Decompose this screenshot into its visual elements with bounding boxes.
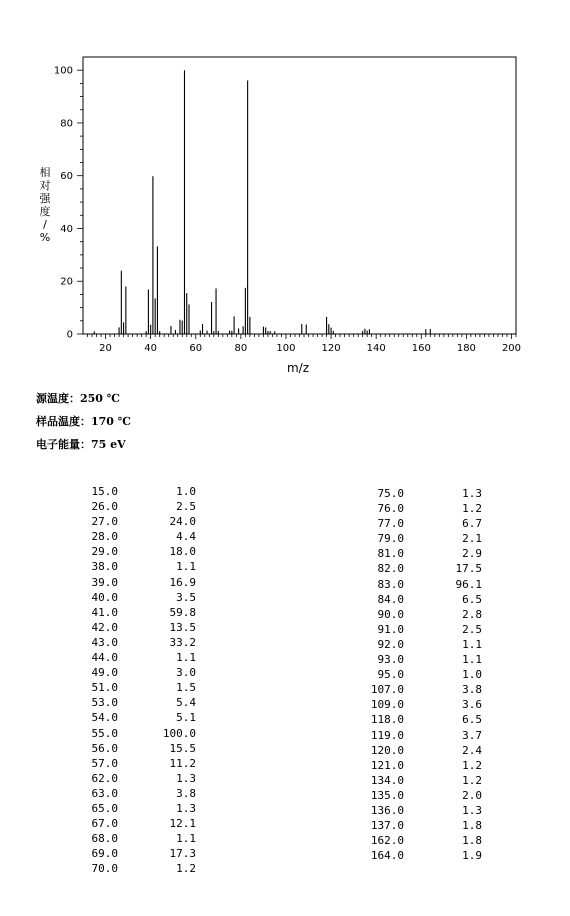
peak-table-row [70,710,196,725]
peak-table-row [70,665,196,680]
peak-table-row [356,728,482,743]
mass-spectrum-chart [0,0,570,380]
peak-table-row [70,831,196,846]
peak-abundance: 1.2 [462,502,482,516]
x-tick-label: 140 [366,343,386,354]
peak-abundance: 1.0 [462,668,482,682]
peak-abundance: 2.5 [462,622,482,636]
peak-table-row [70,756,196,771]
peak-mz: 95.0 [377,668,404,682]
peak-table-row [356,818,482,833]
peak-table-row [356,758,482,773]
peak-abundance: 1.1 [462,653,482,667]
source-temperature-label: 源温度： [36,392,80,405]
peak-abundance: 1.1 [462,637,482,651]
x-tick-label: 20 [99,343,112,354]
peak-abundance: 1.8 [462,819,482,833]
y-axis-label-char: 相 [39,166,51,179]
peak-abundance: 1.2 [462,758,482,772]
source-temperature [36,390,120,406]
sample-temperature [36,413,131,429]
peak-mz: 164.0 [370,849,404,863]
peak-table-row [70,620,196,635]
peak-abundance: 13.5 [169,620,196,634]
peak-table-row [70,650,196,665]
peak-table-row [356,622,482,637]
peak-abundance: 12.1 [169,817,196,831]
peak-mz: 57.0 [91,756,118,770]
peak-table-row [356,501,482,516]
peak-mz: 63.0 [91,786,118,800]
y-tick-label: 20 [60,276,73,288]
x-tick-label: 120 [321,343,341,354]
peak-mz: 65.0 [91,801,118,815]
peak-abundance: 3.7 [462,728,482,742]
peak-abundance: 6.5 [462,592,482,606]
peak-mz: 67.0 [91,817,118,831]
peak-mz: 118.0 [370,713,404,727]
peak-table-row [356,637,482,652]
peak-abundance: 59.8 [169,605,196,619]
peak-mz: 51.0 [91,681,118,695]
peak-table-left [70,484,196,876]
peak-mz: 28.0 [91,530,118,544]
peak-abundance: 3.5 [176,590,196,604]
sample-temperature-value: 170 ℃ [91,415,131,428]
peak-table-row [70,605,196,620]
peak-mz: 84.0 [377,592,404,606]
peak-table-row [70,559,196,574]
peak-table-row [356,697,482,712]
x-tick-label: 80 [234,343,248,354]
peak-abundance: 1.8 [462,834,482,848]
peak-mz: 91.0 [377,622,404,636]
peak-abundance: 1.0 [176,485,196,498]
peak-abundance: 96.1 [455,577,482,591]
peak-table-right [356,486,482,863]
plot-area [54,57,521,354]
peak-table-row [356,848,482,863]
peak-table-row [70,590,196,605]
peak-mz: 137.0 [370,819,404,833]
peak-abundance: 17.5 [455,562,482,576]
peak-mz: 42.0 [91,620,118,634]
peak-table-row [70,484,196,499]
peak-table-row [356,833,482,848]
electron-energy-value: 75 eV [91,438,126,451]
peak-abundance: 1.3 [176,801,196,815]
peak-table-row [356,531,482,546]
peak-mz: 39.0 [91,575,118,589]
peak-mz: 109.0 [370,698,404,712]
peak-mz: 53.0 [91,696,118,710]
peak-table-row [356,607,482,622]
peak-mz: 107.0 [370,683,404,697]
x-axis-label: m/z [286,361,310,375]
peak-abundance: 100.0 [162,726,196,740]
x-tick-label: 200 [501,343,522,354]
peak-abundance: 1.3 [462,803,482,817]
peak-mz: 134.0 [370,773,404,787]
y-tick-label: 60 [60,171,73,183]
peak-abundance: 2.0 [462,788,482,802]
peak-abundance: 2.4 [462,743,482,757]
peak-abundance: 2.1 [462,532,482,546]
peak-mz: 82.0 [377,562,404,576]
sample-temperature-label: 样品温度： [36,415,91,428]
peak-table-row [70,575,196,590]
peak-table-row [70,544,196,559]
peak-table-row [70,695,196,710]
y-tick-label: 100 [53,65,73,77]
electron-energy [36,436,126,452]
peak-table-row [356,546,482,561]
peak-abundance: 17.3 [169,847,196,861]
electron-energy-label: 电子能量： [36,438,91,451]
y-tick-label: 0 [66,329,73,341]
peak-abundance: 16.9 [169,575,196,589]
peak-abundance: 33.2 [169,635,196,649]
peak-mz: 81.0 [377,547,404,561]
peak-mz: 49.0 [91,666,118,680]
y-axis-label-char: 对 [39,179,51,192]
peak-abundance: 2.5 [176,500,196,514]
peak-abundance: 1.9 [462,849,482,863]
peak-table-row [70,741,196,756]
peak-mz: 27.0 [91,515,118,529]
peak-abundance: 15.5 [169,741,196,755]
peak-mz: 162.0 [370,834,404,848]
peak-abundance: 1.1 [176,560,196,574]
y-tick-label: 40 [60,223,73,235]
peak-abundance: 1.2 [462,773,482,787]
peak-mz: 135.0 [370,788,404,802]
x-tick-label: 100 [276,343,296,354]
peak-abundance: 4.4 [176,530,196,544]
peak-mz: 54.0 [91,711,118,725]
peak-mz: 40.0 [91,590,118,604]
y-axis-label-char: 度 [39,205,51,218]
x-tick-label: 180 [456,343,476,354]
peak-mz: 44.0 [91,651,118,665]
peak-mz: 55.0 [91,726,118,740]
peak-mz: 15.0 [91,485,118,498]
peak-mz: 41.0 [91,605,118,619]
peak-mz: 26.0 [91,500,118,514]
peak-abundance: 2.9 [462,547,482,561]
peak-abundance: 5.1 [176,711,196,725]
peak-abundance: 24.0 [169,515,196,529]
peak-mz: 62.0 [91,771,118,785]
peak-table-row [356,682,482,697]
peak-abundance: 11.2 [169,756,196,770]
peak-abundance: 5.4 [176,696,196,710]
peak-abundance: 3.6 [462,698,482,712]
peak-table-row [356,577,482,592]
peak-table-row [70,726,196,741]
peak-abundance: 1.1 [176,651,196,665]
peak-mz: 77.0 [377,517,404,531]
peak-mz: 120.0 [370,743,404,757]
peak-table-row [356,652,482,667]
peak-table-row [70,816,196,831]
y-axis-label [40,165,52,244]
y-axis-label-char: / [43,218,47,231]
peak-mz: 93.0 [377,653,404,667]
y-axis-label-char: 强 [39,192,51,205]
peak-abundance: 3.8 [462,683,482,697]
peak-mz: 69.0 [91,847,118,861]
peak-mz: 76.0 [377,502,404,516]
peak-table-row [356,743,482,758]
peak-table-row [70,680,196,695]
peak-mz: 56.0 [91,741,118,755]
peak-abundance: 1.5 [176,681,196,695]
peak-table-row [356,773,482,788]
peak-table-row [70,529,196,544]
peak-mz: 119.0 [370,728,404,742]
peak-abundance: 3.8 [176,786,196,800]
x-tick-label: 60 [189,343,203,354]
x-tick-label: 160 [411,343,431,354]
source-temperature-value: 250 ℃ [80,392,120,405]
peak-table-row [356,516,482,531]
peak-table-row [70,786,196,801]
peak-table-row [356,788,482,803]
peak-abundance: 1.3 [176,771,196,785]
peak-table-row [356,592,482,607]
peak-abundance: 1.2 [176,862,196,876]
peak-mz: 29.0 [91,545,118,559]
y-tick-label: 80 [60,118,73,130]
peak-mz: 43.0 [91,635,118,649]
peak-abundance: 3.0 [176,666,196,680]
peak-mz: 83.0 [377,577,404,591]
peak-abundance: 18.0 [169,545,196,559]
peak-mz: 121.0 [370,758,404,772]
peak-table-row [356,486,482,501]
x-tick-label: 40 [144,343,158,354]
peak-table-row [356,561,482,576]
peak-table-row [70,861,196,876]
peak-mz: 136.0 [370,803,404,817]
peak-table-row [70,846,196,861]
peak-mz: 92.0 [377,637,404,651]
peak-mz: 38.0 [91,560,118,574]
peak-mz: 68.0 [91,832,118,846]
peak-mz: 70.0 [91,862,118,876]
peak-table-row [70,514,196,529]
peak-table-row [70,801,196,816]
peak-table-row [70,771,196,786]
peak-table-row [70,635,196,650]
peak-abundance: 2.8 [462,607,482,621]
peak-abundance: 6.7 [462,517,482,531]
peak-abundance: 1.1 [176,832,196,846]
peak-table-row [356,803,482,818]
peak-mz: 90.0 [377,607,404,621]
peak-abundance: 1.3 [462,487,482,500]
peak-abundance: 6.5 [462,713,482,727]
y-axis-label-char: % [39,231,51,244]
peak-mz: 79.0 [377,532,404,546]
peak-table-row [356,712,482,727]
peak-table-row [70,499,196,514]
peak-table-row [356,667,482,682]
peak-mz: 75.0 [377,487,404,500]
